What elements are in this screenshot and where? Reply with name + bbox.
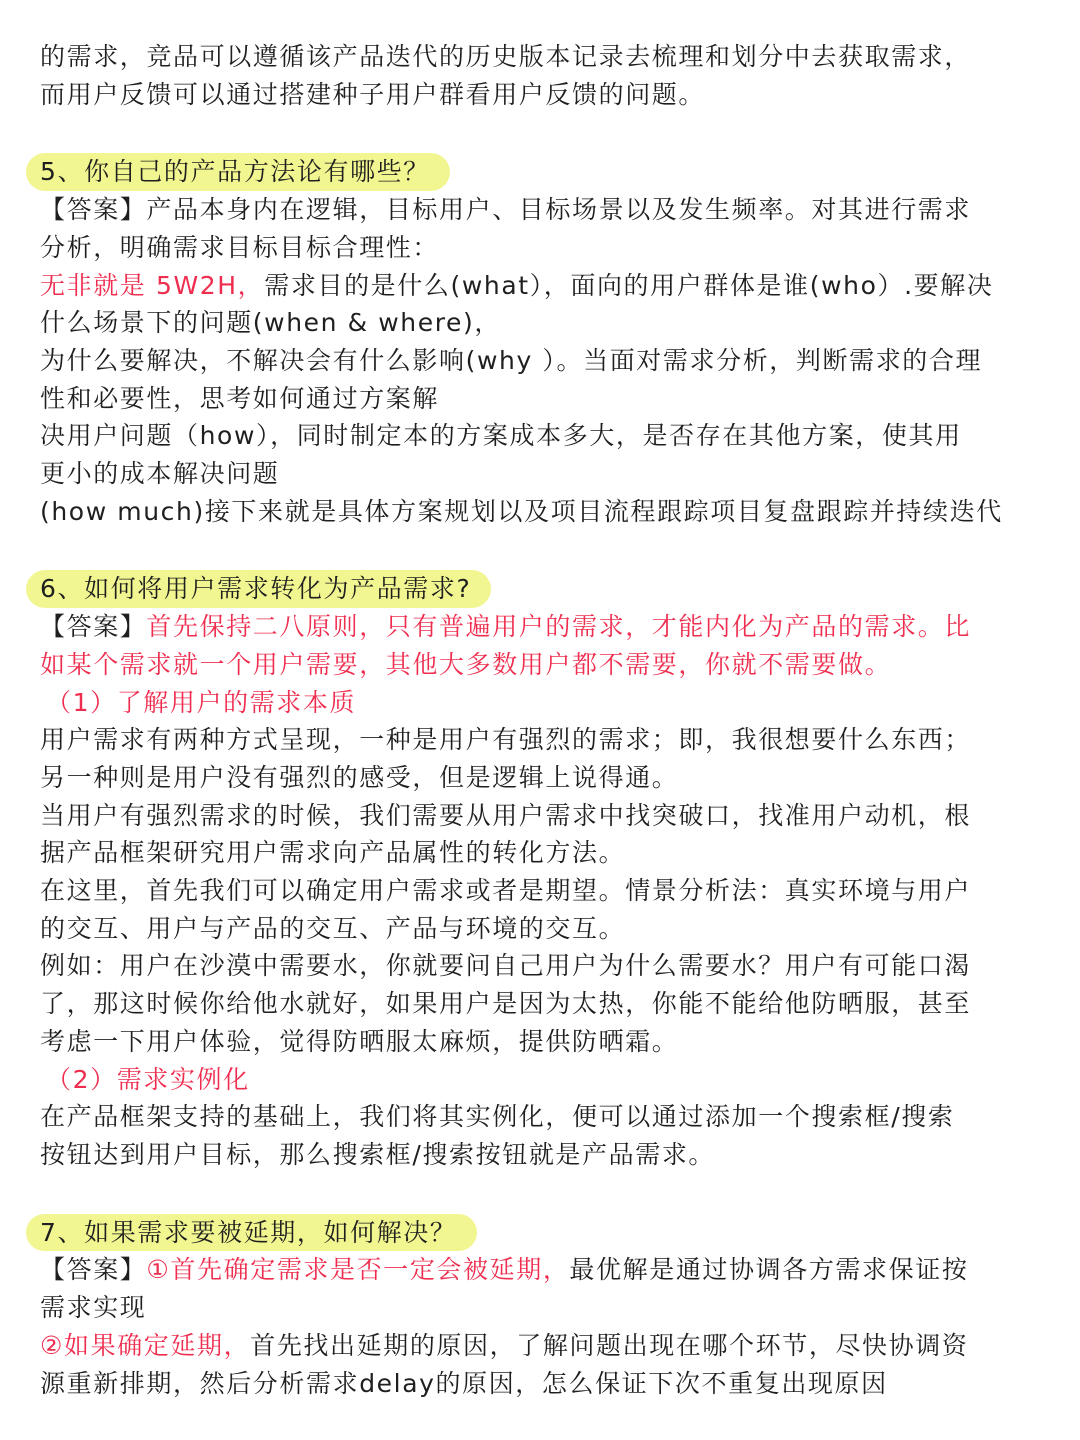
answer-label: 【答案】	[40, 612, 147, 642]
paragraph-line: 性和必要性，思考如何通过方案解	[40, 383, 440, 413]
paragraph-line: 【答案】产品本身内在逻辑，目标用户、目标场景以及发生频率。对其进行需求	[40, 195, 972, 225]
intro-line: 而用户反馈可以通过搭建种子用户群看用户反馈的问题。	[40, 79, 706, 109]
highlight-text: 首先保持二八原则，只有普遍用户的需求，才能内化为产品的需求。比	[146, 612, 972, 642]
paragraph-line: 按钮达到用户目标，那么搜索框/搜索按钮就是产品需求。	[40, 1139, 716, 1169]
paragraph-line: 据产品框架研究用户需求向产品属性的转化方法。	[40, 838, 626, 868]
section-q6	[40, 570, 1034, 1173]
paragraph-line: 分析，明确需求目标目标合理性：	[40, 232, 440, 262]
question-6-title: 6、如何将用户需求转化为产品需求?	[26, 570, 491, 608]
paragraph-line: 了，那这时候你给他水就好，如果用户是因为太热，你能不能给他防晒服，甚至	[40, 989, 972, 1019]
subheading-2: （2）需求实例化	[46, 1064, 250, 1094]
answer-label: 【答案】	[40, 1255, 147, 1285]
paragraph-line: 在产品框架支持的基础上，我们将其实例化，便可以通过添加一个搜索框/搜索	[40, 1102, 955, 1132]
section-q5	[40, 153, 1034, 530]
paragraph-line: 用户需求有两种方式呈现，一种是用户有强烈的需求；即，我很想要什么东西；	[40, 725, 972, 755]
paragraph-line: 在这里，首先我们可以确定用户需求或者是期望。情景分析法：真实环境与用户	[40, 876, 972, 906]
paragraph-line: 考虑一下用户体验，觉得防晒服太麻烦，提供防晒霜。	[40, 1026, 679, 1056]
paragraph-line: 决用户问题（how），同时制定本的方案成本多大，是否存在其他方案，使其用	[40, 421, 962, 451]
paragraph-line: 的交互、用户与产品的交互、产品与环境的交互。	[40, 913, 626, 943]
paragraph-line	[40, 1251, 1034, 1289]
question-5-title: 5、你自己的产品方法论有哪些？	[26, 153, 450, 191]
paragraph-line: 为什么要解决，不解决会有什么影响(why ）。当面对需求分析，判断需求的合理	[40, 345, 983, 375]
intro-line: 的需求，竞品可以遵循该产品迭代的历史版本记录去梳理和划分中去获取需求，	[40, 42, 972, 71]
paragraph-line: 源重新排期，然后分析需求delay的原因，怎么保证下次不重复出现原因	[40, 1368, 888, 1398]
paragraph-line: (how much)接下来就是具体方案规划以及项目流程跟踪项目复盘跟踪并持续迭代	[40, 496, 1003, 526]
intro-block	[40, 38, 1034, 113]
highlight-text: ①首先确定需求是否一定会被延期，	[146, 1255, 570, 1285]
paragraph-text: 最优解是通过协调各方需求保证按	[569, 1255, 969, 1285]
paragraph-text: 首先找出延期的原因，了解问题出现在哪个环节，尽快协调资	[250, 1330, 969, 1360]
paragraph-text: 需求目的是什么(what），面向的用户群体是谁(who）.要解决	[264, 270, 994, 300]
highlight-line: 如某个需求就一个用户需要，其他大多数用户都不需要，你就不需要做。	[40, 649, 892, 679]
paragraph-line	[40, 267, 1034, 305]
paragraph-line: 什么场景下的问题(when & where)，	[40, 308, 501, 338]
paragraph-line: 当用户有强烈需求的时候，我们需要从用户需求中找突破口，找准用户动机，根	[40, 800, 972, 830]
subheading-1: （1）了解用户的需求本质	[46, 687, 357, 717]
paragraph-line	[40, 608, 1034, 646]
paragraph-line: 更小的成本解决问题	[40, 459, 280, 489]
question-7-title: 7、如果需求要被延期，如何解决？	[26, 1214, 477, 1252]
paragraph-line: 例如：用户在沙漠中需要水，你就要问自己用户为什么需要水？用户有可能口渴	[40, 951, 972, 981]
paragraph-line	[40, 1327, 1034, 1365]
highlight-text: ②如果确定延期，	[40, 1330, 251, 1360]
section-q7	[40, 1214, 1034, 1403]
highlight-5w2h: 无非就是 5W2H，	[40, 270, 265, 300]
paragraph-line: 需求实现	[40, 1293, 147, 1323]
paragraph-line: 另一种则是用户没有强烈的感受，但是逻辑上说得通。	[40, 762, 679, 792]
